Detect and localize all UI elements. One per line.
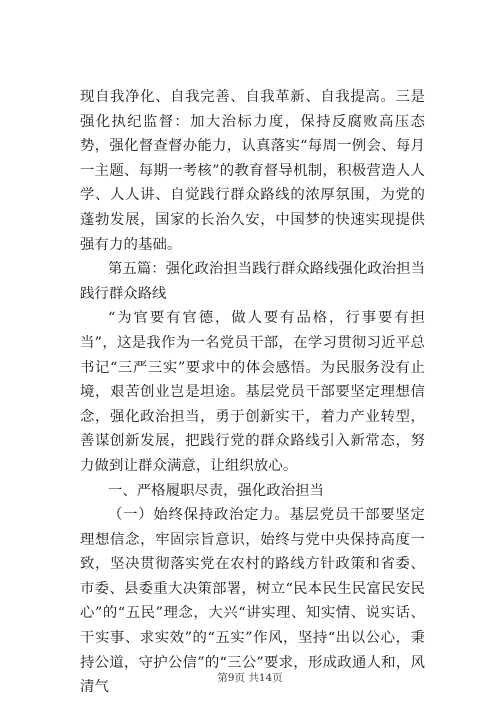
section-title: 第五篇：强化政治担当践行群众路线强化政治担当践行群众路线 xyxy=(80,261,425,302)
paragraph-intro: “为官要有官德，做人要有品格，行事要有担当”，这是我作为一名党员干部，在学习贯彻习近平总书记“三严三实”要求中的体会感悟。为民服务没有止境，艰苦创业岂是坦途。基层党员干部要坚定理想信念，强化政治担当，勇于创新实干，着力产业转型，善谋创新发展，把践行党的群众路线引入新常态，努力做到让群众满意，让组织放心。 xyxy=(80,310,425,474)
paragraph-continued: 现自我净化、自我完善、自我革新、自我提高。三是强化执纪监督：加大治标力度，保持反腐败高压态势，强化督查督办能力，认真落实“每周一例会、每月一主题、每期一考核”的教育督导机制，积极营造人人学、人人讲、自觉践行群众路线的浓厚氛围，为党的蓬勃发展，国家的长治久安，中国梦的快速实现提供强有力的基础。 xyxy=(80,89,425,253)
page-footer: 第9页 共14页 xyxy=(217,672,283,684)
document-body xyxy=(80,85,425,700)
subsection-heading: 一、严格履职尽责，强化政治担当 xyxy=(108,482,324,499)
paragraph-point-1: （一）始终保持政治定力。基层党员干部要坚定理想信念，牢固宗旨意识，始终与党中央保持高度一致，坚决贯彻落实党在农村的路线方针政策和省委、市委、县委重大决策部署，树立“民本民生民富民安民心”的“五民”理念，大兴“讲实理、知实情、说实话、干实事、求实效”的“五实”作风，坚持“出以公心，秉持公道，守护公信”的“三公”要求，形成政通人和，风清气 xyxy=(80,507,425,696)
